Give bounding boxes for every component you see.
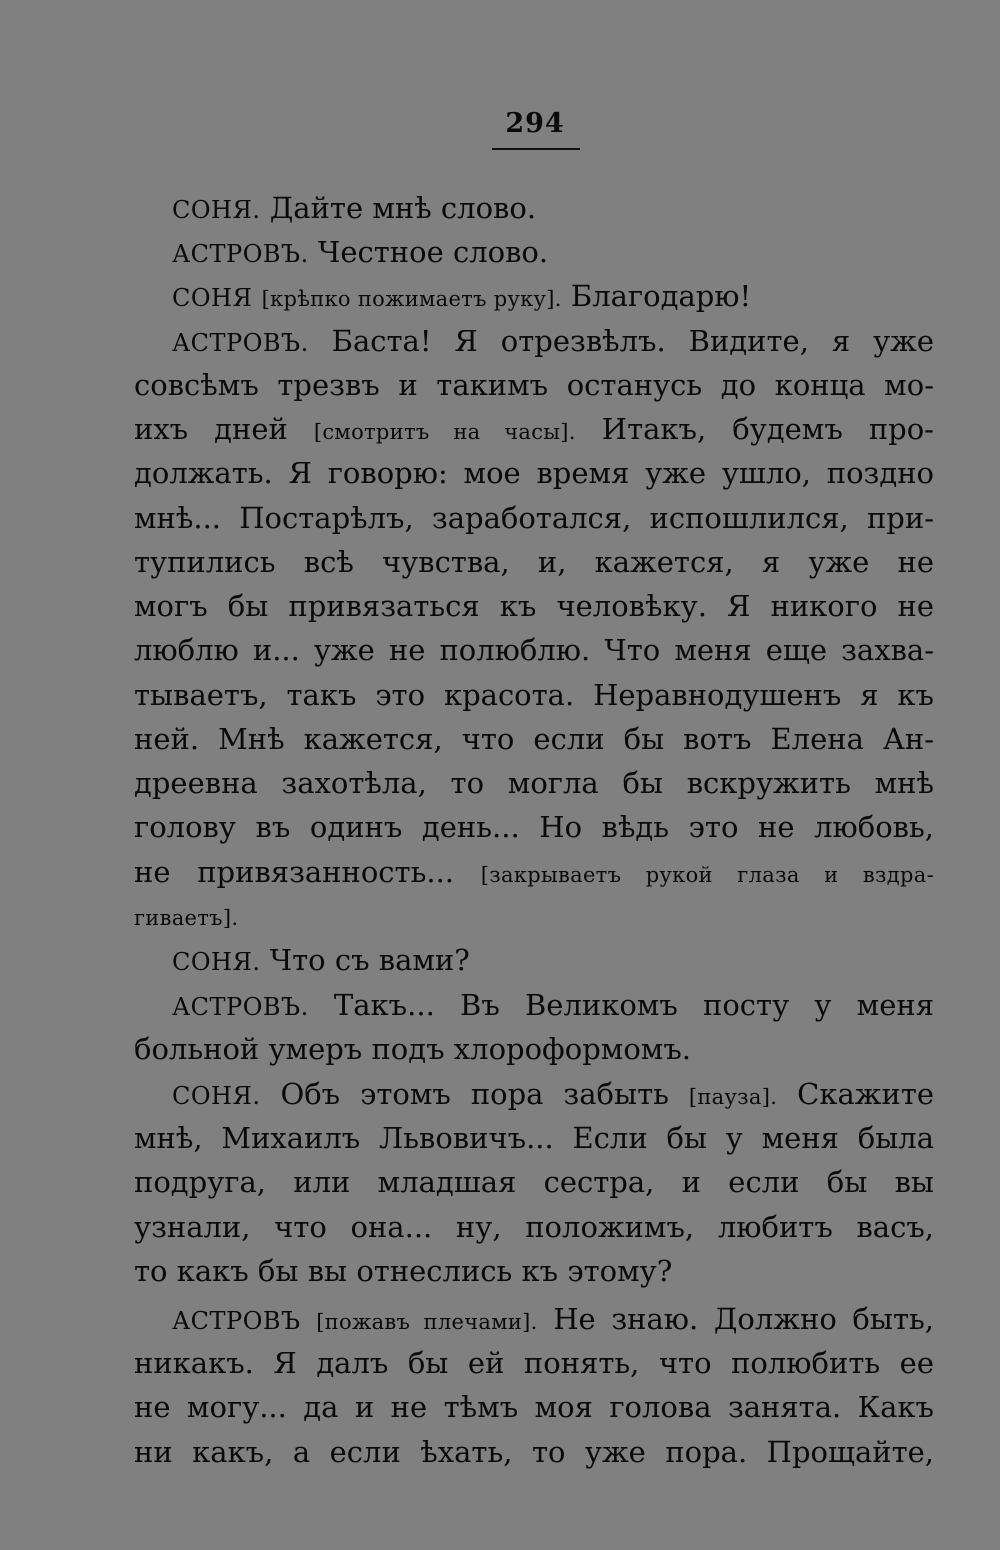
page-number: 294 [505,108,565,139]
line-text: Дайте мнѣ слово. [260,191,537,225]
text-line [134,628,934,672]
text-line [134,1385,934,1429]
text-line [172,1072,934,1116]
line-text: никакъ. Я далъ бы ей понять, что полюбить ее [134,1346,934,1380]
text-line [134,717,934,761]
speaker-name: АСТРОВЪ. [172,993,309,1021]
line-text: ней. Мнѣ кажется, что если бы вотъ Елена Ан- [134,722,934,756]
text-line [172,186,934,230]
line-text: тываетъ, такъ это красота. Неравнодушенъ я къ [134,678,934,712]
text-line [172,938,934,982]
speaker-name: СОНЯ. [172,948,261,976]
text-line [134,584,934,628]
text-line [172,319,934,363]
text-line [172,1297,934,1341]
line-text: Честное слово. [308,235,549,269]
speaker-name: СОНЯ. [172,1082,261,1110]
line-text [301,1302,317,1336]
line-text: Итакъ, будемъ про- [575,412,934,446]
text-line [134,850,934,894]
text-line [134,761,934,805]
page-number-rule [492,148,580,150]
text-line [134,363,934,407]
text-line [134,673,934,717]
line-text: люблю и... уже не полюблю. Что меня еще захва- [134,633,934,667]
line-text: подруга, или младшая сестра, и если бы вы [134,1165,934,1199]
speaker-name: АСТРОВЪ [172,1307,301,1335]
stage-direction: [пауза]. [688,1085,778,1109]
line-text: мнѣ, Михаилъ Львовичъ... Если бы у меня была [134,1121,934,1155]
line-text: Что съ вами? [260,943,470,977]
line-text: то какъ бы вы отнеслись къ этому? [134,1254,673,1288]
text-line [134,1249,934,1293]
text-line [134,407,934,451]
line-text: Баста! Я отрезвѣлъ. Видите, я уже [308,324,934,358]
text-line [134,540,934,584]
stage-direction: [закрываетъ рукой глаза и вздра- [480,863,934,887]
line-text: узнали, что она... ну, положимъ, любитъ васъ, [134,1210,934,1244]
text-line [134,1116,934,1160]
text-line [134,1160,934,1204]
text-line [134,893,934,937]
text-line [134,805,934,849]
text-line [134,1205,934,1249]
line-text: мнѣ... Постарѣлъ, заработался, испошлился, при- [134,501,934,535]
stage-direction: [пожавъ плечами]. [316,1310,538,1334]
text-line [134,1027,934,1071]
line-text: ни какъ, а если ѣхать, то уже пора. Прощайте, [134,1435,934,1469]
line-text [252,279,261,313]
text-line [134,1430,934,1474]
speaker-name: АСТРОВЪ. [172,240,309,268]
line-text: дреевна захотѣла, то могла бы вскружить мнѣ [134,766,934,800]
line-text: Скажите [777,1077,934,1111]
stage-direction: [смотритъ на часы]. [313,420,576,444]
line-text: не привязанность... [134,855,481,889]
line-text: Такъ... Въ Великомъ посту у меня [308,988,934,1022]
line-text: тупились всѣ чувства, и, кажется, я уже не [134,545,934,579]
line-text: больной умеръ подъ хлороформомъ. [134,1032,692,1066]
text-line [134,451,934,495]
line-text: должать. Я говорю: мое время уже ушло, поздно [134,456,934,490]
speaker-name: СОНЯ. [172,196,261,224]
text-line [172,230,934,274]
line-text: голову въ одинъ день... Но вѣдь это не любовь, [134,810,934,844]
line-text: совсѣмъ трезвъ и такимъ останусь до конца мо- [134,368,934,402]
stage-direction: гиваетъ]. [134,906,239,930]
text-line [172,274,934,318]
stage-direction: [крѣпко пожимаетъ руку]. [261,287,562,311]
line-text: ихъ дней [134,412,314,446]
line-text: могъ бы привязаться къ человѣку. Я никого не [134,589,934,623]
text-line [172,983,934,1027]
line-text: Не знаю. Должно быть, [537,1302,935,1336]
line-text: Объ этомъ пора забыть [260,1077,689,1111]
speaker-name: АСТРОВЪ. [172,329,309,357]
text-line [134,496,934,540]
line-text: не могу... да и не тѣмъ моя голова занята. Какъ [134,1390,934,1424]
text-line [134,1341,934,1385]
speaker-name: СОНЯ [172,284,253,312]
line-text: Благодарю! [561,279,752,313]
